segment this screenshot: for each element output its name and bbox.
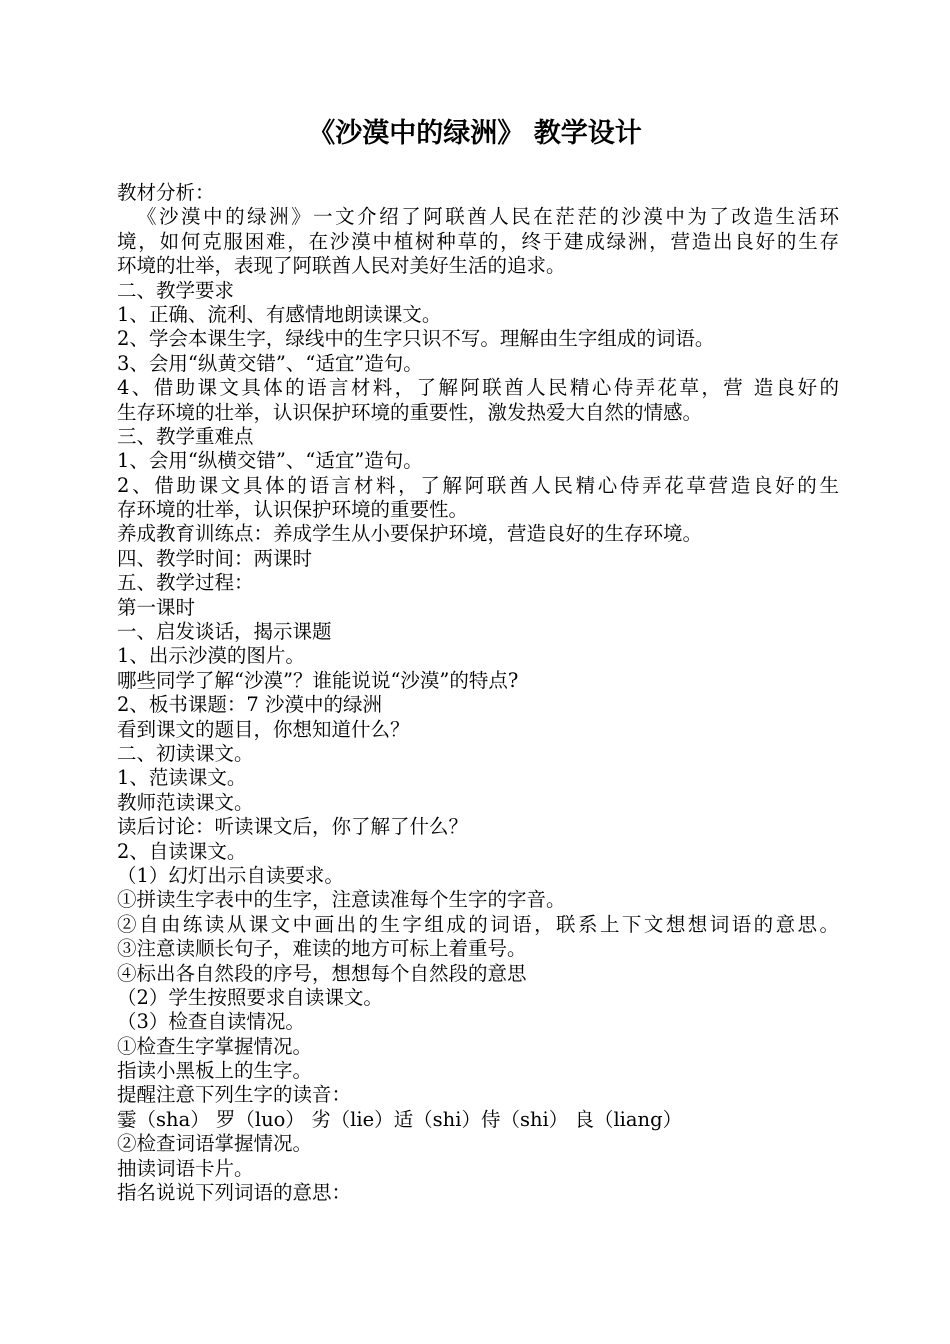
document-title: 《沙漠中的绿洲》 教学设计	[308, 118, 642, 149]
text-line: 生存环境的壮举，认识保护环境的重要性，激发热爱大自然的情感。	[117, 400, 703, 424]
text-line: （2）学生按照要求自读课文。	[117, 985, 383, 1009]
text-line: 2、板书课题：7 沙漠中的绿洲	[117, 693, 383, 717]
text-line-content: 境，如何克服困难，在沙漠中植树种草的，终于建成绿洲，营造出良好的生存	[117, 229, 839, 253]
text-line: ④标出各自然段的序号，想想每个自然段的意思	[117, 961, 527, 985]
text-line: 1、会用“纵横交错”、“适宜”造句。	[117, 449, 423, 473]
text-line: 教师范读课文。	[117, 790, 254, 814]
text-line: 3、会用“纵黄交错”、“适宜”造句。	[117, 351, 423, 375]
text-line	[117, 913, 839, 937]
text-line	[117, 205, 839, 229]
section-heading: 二、教学要求	[117, 278, 235, 302]
text-line-content: 4、借助课文具体的语言材料，了解阿联酋人民精心侍弄花草，营 造良好的	[117, 376, 839, 400]
text-line: 环境的壮举，表现了阿联酋人民对美好生活的追求。	[117, 254, 566, 278]
section-heading: 四、教学时间：两课时	[117, 546, 313, 570]
text-line: ①检查生字掌握情况。	[117, 1034, 313, 1058]
text-line: 抽读词语卡片。	[117, 1156, 254, 1180]
text-line: （1）幻灯出示自读要求。	[117, 863, 344, 887]
text-line: 2、自读课文。	[117, 839, 247, 863]
text-line: 1、范读课文。	[117, 766, 247, 790]
text-line: 指读小黑板上的生字。	[117, 1059, 313, 1083]
text-line: 看到课文的题目，你想知道什么？	[117, 717, 410, 741]
text-line-content: 《沙漠中的绿洲》一文介绍了阿联酋人民在茫茫的沙漠中为了改造生活环	[137, 205, 839, 229]
text-line: 养成教育训练点：养成学生从小要保护环境，营造良好的生存环境。	[117, 522, 703, 546]
text-line	[117, 230, 839, 254]
text-line: 教材分析：	[117, 181, 215, 204]
text-line: 1、出示沙漠的图片。	[117, 644, 305, 668]
text-line	[117, 376, 839, 400]
text-line: 哪些同学了解“沙漠”？谁能说说“沙漠”的特点?	[117, 668, 519, 692]
text-line: 指名说说下列词语的意思：	[117, 1181, 352, 1205]
text-line-content: 2、借助课文具体的语言材料，了解阿联酋人民精心侍弄花草营造良好的生	[117, 473, 839, 497]
text-line-content: ②自由练读从课文中画出的生字组成的词语，联系上下文想想词语的意思。	[117, 912, 839, 936]
text-line: ①拼读生字表中的生字，注意读准每个生字的字音。	[117, 888, 566, 912]
section-heading: 一、启发谈话，揭示课题	[117, 620, 332, 644]
text-line: 2、学会本课生字，绿线中的生字只识不写。理解由生字组成的词语。	[117, 327, 715, 351]
lesson-heading: 第一课时	[117, 595, 196, 619]
text-line: 1、正确、流利、有感情地朗读课文。	[117, 302, 442, 326]
text-line: （3）检查自读情况。	[117, 1010, 305, 1034]
text-line: 提醒注意下列生字的读音：	[117, 1083, 352, 1107]
text-line: ③注意读顺长句子，难读的地方可标上着重号。	[117, 937, 527, 961]
section-heading: 五、教学过程：	[117, 571, 254, 595]
text-line: ②检查词语掌握情况。	[117, 1132, 313, 1156]
text-line: 存环境的壮举，认识保护环境的重要性。	[117, 498, 469, 522]
section-heading: 二、初读课文。	[117, 741, 254, 765]
text-line: 读后讨论：听读课文后，你了解了什么？	[117, 815, 469, 839]
section-heading: 三、教学重难点	[117, 424, 254, 448]
pinyin-line: 霎（sha） 罗（luo） 劣（lie）适（shi）侍（shi） 良（liang）	[117, 1107, 683, 1131]
text-line	[117, 474, 839, 498]
document-body	[117, 181, 839, 1205]
